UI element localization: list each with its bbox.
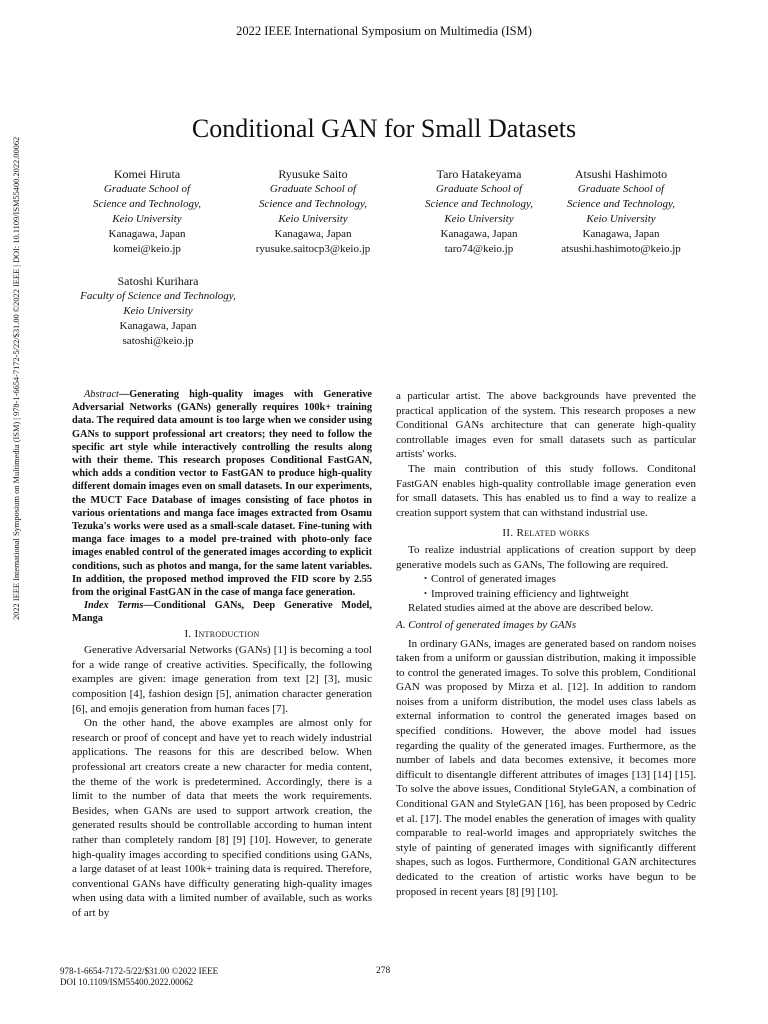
author-location: Kanagawa, Japan xyxy=(440,228,518,240)
author-affiliation: Science and Technology, xyxy=(424,198,534,210)
list-item: ・Control of generated images xyxy=(420,573,556,586)
page-number: 278 xyxy=(376,966,391,976)
paragraph: The main contribution of this study follows. Conditonal FastGAN enables high-quality controllable image generation even for small datasets. This has enabled us to find a way to realize a creation support system that can withstand industrial use. xyxy=(396,462,696,519)
author-location: Kanagawa, Japan xyxy=(119,320,197,332)
author-affiliation: Science and Technology, xyxy=(92,198,202,210)
author-block xyxy=(536,166,706,257)
author-email: atsushi.hashimoto@keio.jp xyxy=(561,243,681,255)
section-heading: I. Introduction xyxy=(184,627,260,640)
paragraph: a particular artist. The above backgrounds have prevented the practical application of the system. This research proposes a new Conditional GANs architecture that can generate high-quality controllable images even for small datasets such as particular artists' works. xyxy=(396,390,696,461)
author-name: Atsushi Hashimoto xyxy=(574,167,668,181)
left-column xyxy=(72,388,372,921)
paragraph: Related studies aimed at the above are described below. xyxy=(408,602,654,615)
author-location: Kanagawa, Japan xyxy=(274,228,352,240)
abstract xyxy=(72,388,372,626)
footer-copyright: 978-1-6654-7172-5/22/$31.00 ©2022 IEEE DOI 10.1109/ISM55400.2022.00062 xyxy=(60,966,219,987)
author-affiliation: Graduate School of xyxy=(577,183,665,195)
author-block xyxy=(62,166,232,257)
author-affiliation: Science and Technology, xyxy=(566,198,676,210)
author-email: ryusuke.saitocp3@keio.jp xyxy=(255,243,371,255)
author-affiliation: Keio University xyxy=(586,213,656,225)
conference-header: 2022 IEEE International Symposium on Multimedia (ISM) xyxy=(236,24,532,38)
author-affiliation: Science and Technology, xyxy=(258,198,368,210)
author-affiliation: Graduate School of xyxy=(103,183,191,195)
paragraph: Generative Adversarial Networks (GANs) [1] is becoming a tool for a wide range of creative activities. Specifically, the following examples are given: image generation from text [2] [3], music composition [4], fashion design [5], animation character generation [6], and emojis generation from human faces [7]. xyxy=(72,644,372,715)
abstract-label: Abstract xyxy=(84,389,119,400)
author-name: Ryusuke Saito xyxy=(278,167,348,181)
doi-sidebar-text: 2022 IEEE International Symposium on Multimedia (ISM) | 978-1-6654-7172-5/22/$31.00 ©2022 IEEE | DOI: 10.1109/ISM55400.2022.00062 xyxy=(12,136,21,620)
author-affiliation: Keio University xyxy=(278,213,348,225)
right-column xyxy=(396,389,696,899)
author-name: Satoshi Kurihara xyxy=(117,274,199,288)
author-block xyxy=(62,273,254,349)
author-email: komei@keio.jp xyxy=(113,243,181,255)
paragraph: On the other hand, the above examples are almost only for research or proof of concept and have yet to reach widely industrial applications. The reasons for this are described below. When professional art creators create a new character for media content, the theme of the work is predetermined. Accordingly, there is a limit to the number of data that meets the work requirements. Besides, when GANs are used to support artwork creation, the generated results should be controllable according to human intent rather than completely random [8] [9] [10]. However, to generate high-quality images according to specified conditions using GANs, a large dataset of at least 100k+ training data is required. Therefore, conventional GANs have difficulty generating high-quality images when using data with a limited number of available, such as works of art by xyxy=(72,717,372,919)
author-location: Kanagawa, Japan xyxy=(582,228,660,240)
list-item: ・Improved training efficiency and lightweight xyxy=(420,587,629,600)
subsection-heading: A. Control of generated images by GANs xyxy=(396,618,577,631)
author-email: taro74@keio.jp xyxy=(444,243,514,255)
author-affiliation: Keio University xyxy=(444,213,514,225)
paragraph: In ordinary GANs, images are generated based on random noises taken from a uniform or gaussian distribution, making it impossible to control the generated images. To solve this problem, Conditional GAN was proposed by Mirza et al. [12]. In addition to random noises from a uniform distribution, the model uses class labels as external information to control the generated images based on specified conditions. However, the above model had issues regarding the quality of the generated images. Furthermore, as the number of labels and data becomes extensive, it becomes more difficult to disentangle different attributes of images [13] [14] [15]. To solve the above issues, Conditional StyleGAN, a combination of Conditional GAN and StyleGAN [16], has been proposed by Cedric et al. [17]. The model enables the generation of images with quality comparable to real-world images and appropriately switches the style of painting of generated images with significantly different shapes, such as logos. Furthermore, Conditional GAN architectures dedicated to the creation of artistic works have begun to be proposed in recent years [8] [9] [10]. xyxy=(396,637,697,898)
author-affiliation: Graduate School of xyxy=(269,183,357,195)
author-email: satoshi@keio.jp xyxy=(122,335,194,347)
author-affiliation: Faculty of Science and Technology, xyxy=(80,290,236,302)
author-location: Kanagawa, Japan xyxy=(108,228,186,240)
abstract-text: —Generating high-quality images with Generative Adversarial Networks (GANs) generally requires 100k+ training data. The required data amount is too large when we consider using GANs to support professional art creators; they need to follow the specific art style while interactively controlling the results along with their theme. This research proposes Conditional FastGAN, which adds a condition vector to FastGAN to produce high-quality different domain images even on small datasets. In our experiments, the MUCT Face Database of images consisting of face photos in various orientations and manga face images extracted from Osamu Tezuka's works were used as a small-scale dataset. Fine-tuning with manga face images to a model pre-trained with photo-only face images enabled control of the generated images according to explicit conditions, such as photos and manga, for the same latent variables. In addition, the proposed method improved the FID score by 2.55 from the original FastGAN in the case of manga face generation. xyxy=(72,389,372,599)
paper-title: Conditional GAN for Small Datasets xyxy=(191,114,577,143)
index-terms-label: Index Terms xyxy=(84,600,144,612)
author-affiliation: Keio University xyxy=(123,305,193,317)
paragraph: To realize industrial applications of creation support by deep generative models such as GANs, The following are required. xyxy=(396,543,696,571)
author-affiliation: Graduate School of xyxy=(435,183,523,195)
section-heading: II. Related works xyxy=(502,527,590,540)
author-name: Komei Hiruta xyxy=(113,167,181,181)
index-terms-text: —Conditional GANs, Deep Generative Model, Manga xyxy=(72,600,372,625)
author-affiliation: Keio University xyxy=(112,213,182,225)
author-block xyxy=(228,166,398,257)
author-name: Taro Hatakeyama xyxy=(436,167,522,181)
